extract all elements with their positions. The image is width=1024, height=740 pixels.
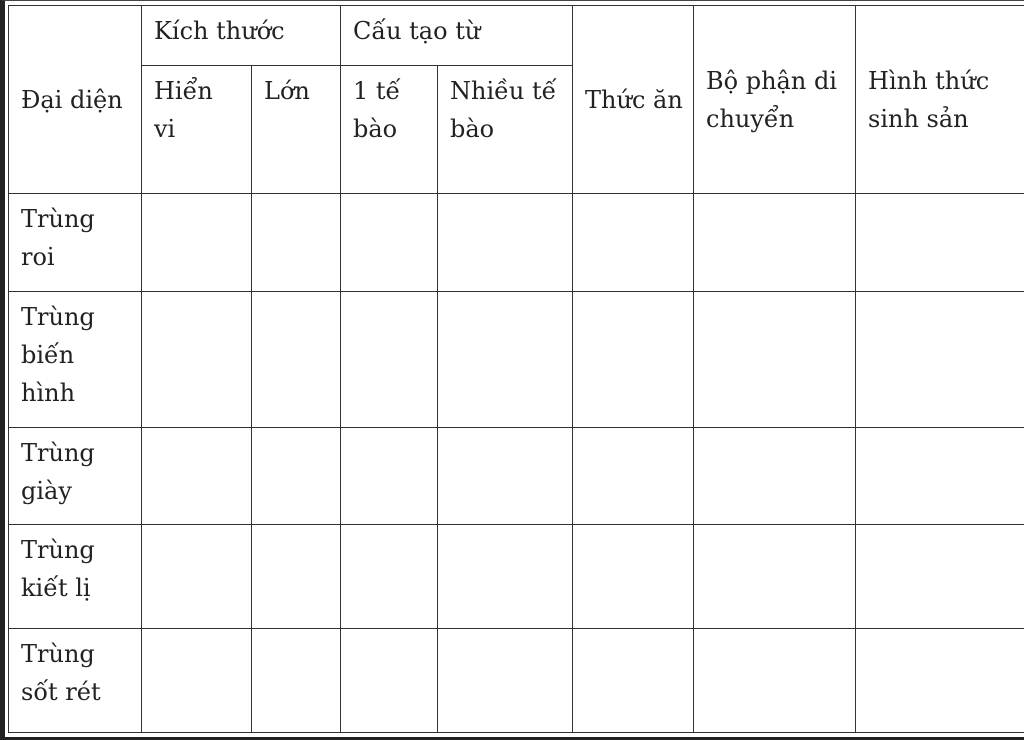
table-row <box>9 194 1024 292</box>
header-row-1 <box>9 6 1024 66</box>
table-cell[interactable] <box>341 292 438 428</box>
header-representative: Đại diện <box>9 6 142 194</box>
table-cell[interactable] <box>694 629 856 733</box>
table-cell[interactable] <box>438 194 573 292</box>
header-size-large: Lớn <box>252 66 341 194</box>
table-cell[interactable] <box>142 292 252 428</box>
table-cell[interactable] <box>438 428 573 525</box>
row-label: Trùng kiết lị <box>9 525 142 629</box>
table-cell[interactable] <box>694 194 856 292</box>
header-size-micro: Hiển vi <box>142 66 252 194</box>
table-cell[interactable] <box>252 194 341 292</box>
table-cell[interactable] <box>142 525 252 629</box>
table-cell[interactable] <box>694 428 856 525</box>
table-row <box>9 525 1024 629</box>
table-cell[interactable] <box>438 292 573 428</box>
protozoa-comparison-table <box>8 5 1024 733</box>
table-row <box>9 292 1024 428</box>
table-cell[interactable] <box>252 428 341 525</box>
table-cell[interactable] <box>573 292 694 428</box>
table-cell[interactable] <box>252 525 341 629</box>
table-row <box>9 629 1024 733</box>
table-cell[interactable] <box>252 292 341 428</box>
table-cell[interactable] <box>142 428 252 525</box>
table-cell[interactable] <box>856 428 1024 525</box>
table-cell[interactable] <box>142 194 252 292</box>
table-cell[interactable] <box>573 629 694 733</box>
table-cell[interactable] <box>341 629 438 733</box>
table-cell[interactable] <box>856 629 1024 733</box>
header-size-group: Kích thước <box>142 6 341 66</box>
table-cell[interactable] <box>856 194 1024 292</box>
table-cell[interactable] <box>694 292 856 428</box>
header-food: Thức ăn <box>573 6 694 194</box>
table-cell[interactable] <box>573 525 694 629</box>
header-structure-multi: Nhiều tế bào <box>438 66 573 194</box>
header-reproduction: Hình thức sinh sản <box>856 6 1024 194</box>
row-label: Trùng roi <box>9 194 142 292</box>
table-cell[interactable] <box>341 525 438 629</box>
header-structure-single: 1 tế bào <box>341 66 438 194</box>
row-label: Trùng sốt rét <box>9 629 142 733</box>
table-cell[interactable] <box>252 629 341 733</box>
row-label: Trùng giày <box>9 428 142 525</box>
header-locomotion: Bộ phận di chuyển <box>694 6 856 194</box>
table-cell[interactable] <box>573 194 694 292</box>
table-cell[interactable] <box>573 428 694 525</box>
table-cell[interactable] <box>438 525 573 629</box>
header-structure-group: Cấu tạo từ <box>341 6 573 66</box>
table-cell[interactable] <box>856 292 1024 428</box>
table-cell[interactable] <box>341 428 438 525</box>
table-cell[interactable] <box>142 629 252 733</box>
table-cell[interactable] <box>694 525 856 629</box>
table-cell[interactable] <box>856 525 1024 629</box>
table-cell[interactable] <box>341 194 438 292</box>
row-label: Trùng biến hình <box>9 292 142 428</box>
table-cell[interactable] <box>438 629 573 733</box>
table-row <box>9 428 1024 525</box>
